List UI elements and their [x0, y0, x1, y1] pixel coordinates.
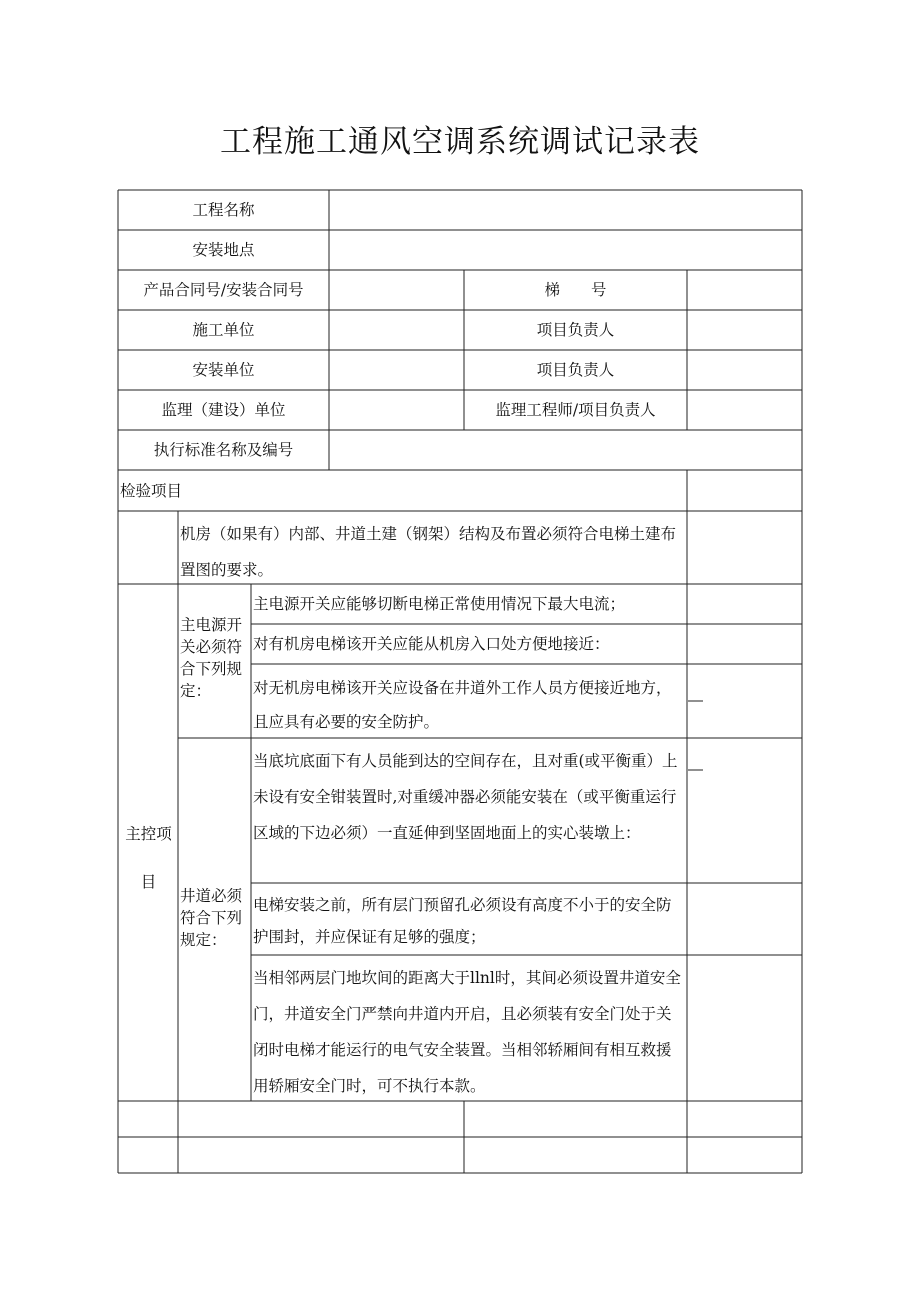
contract-no-field[interactable] — [330, 271, 463, 309]
project-leader-label: 项目负责人 — [536, 361, 615, 379]
install-unit-label: 安装单位 — [192, 361, 255, 379]
project-name-label: 工程名称 — [192, 201, 255, 219]
shaft-group-label: 井道必须符合下列规定： — [180, 887, 243, 949]
switch-item: 主电源开关应能够切断电梯正常使用情况下最大电流； — [253, 595, 626, 613]
install-unit-field[interactable] — [330, 351, 463, 389]
construction-unit-field[interactable] — [330, 311, 463, 349]
contract-no-label: 产品合同号/安装合同号 — [143, 281, 304, 299]
supervision-unit-label: 监理（建设）单位 — [161, 401, 286, 419]
elevator-no-field[interactable] — [688, 271, 801, 309]
supervision-unit-field[interactable] — [330, 391, 463, 429]
switch-item: 对无机房电梯该开关应设备在井道外工作人员方便接近地方，且应具有必要的安全防护。 — [253, 679, 672, 731]
standard-field[interactable] — [330, 431, 801, 469]
project-leader-field[interactable] — [688, 311, 801, 349]
elevator-no-label: 梯 号 — [544, 281, 607, 299]
construction-unit-label: 施工单位 — [192, 321, 255, 339]
standard-label: 执行标准名称及编号 — [153, 441, 294, 459]
inspection-heading: 检验项目 — [120, 482, 183, 500]
install-location-label: 安装地点 — [192, 241, 255, 259]
install-location-field[interactable] — [330, 231, 801, 269]
supervision-engineer-label: 监理工程师/项目负责人 — [495, 401, 656, 419]
project-name-field[interactable] — [330, 191, 801, 229]
supervision-engineer-field[interactable] — [688, 391, 801, 429]
main-control-label: 主控项目 — [125, 825, 172, 891]
shaft-item: 电梯安装之前，所有层门预留孔必须设有高度不小于的安全防护围封，并应保证有足够的强度； — [253, 896, 672, 946]
shaft-item: 当底坑底面下有人员能到达的空间存在，且对重(或平衡重）上未设有安全钳装置时,对重缓冲器必须能安装在（或平衡重运行区域的下边必须）一直延伸到坚固地面上的实心装墩上： — [253, 752, 678, 842]
machine-room-requirement: 机房（如果有）内部、井道土建（钢架）结构及布置必须符合电梯土建布置图的要求。 — [180, 525, 677, 579]
project-leader-field[interactable] — [688, 351, 801, 389]
main-switch-group-label: 主电源开关必须符合下列规定： — [180, 616, 243, 700]
shaft-item: 当相邻两层门地坎间的距离大于llnl时，其间必须设置井道安全门，井道安全门严禁向井道内开启，且必须装有安全门处于关闭时电梯才能运行的电气安全装置。当相邻轿厢间有相互救援用轿厢安全门时，可不执行本款。 — [253, 969, 681, 1095]
switch-item: 对有机房电梯该开关应能从机房入口处方便地接近： — [253, 635, 610, 653]
project-leader-label: 项目负责人 — [536, 321, 615, 339]
page-title: 工程施工通风空调系统调试记录表 — [220, 124, 700, 160]
